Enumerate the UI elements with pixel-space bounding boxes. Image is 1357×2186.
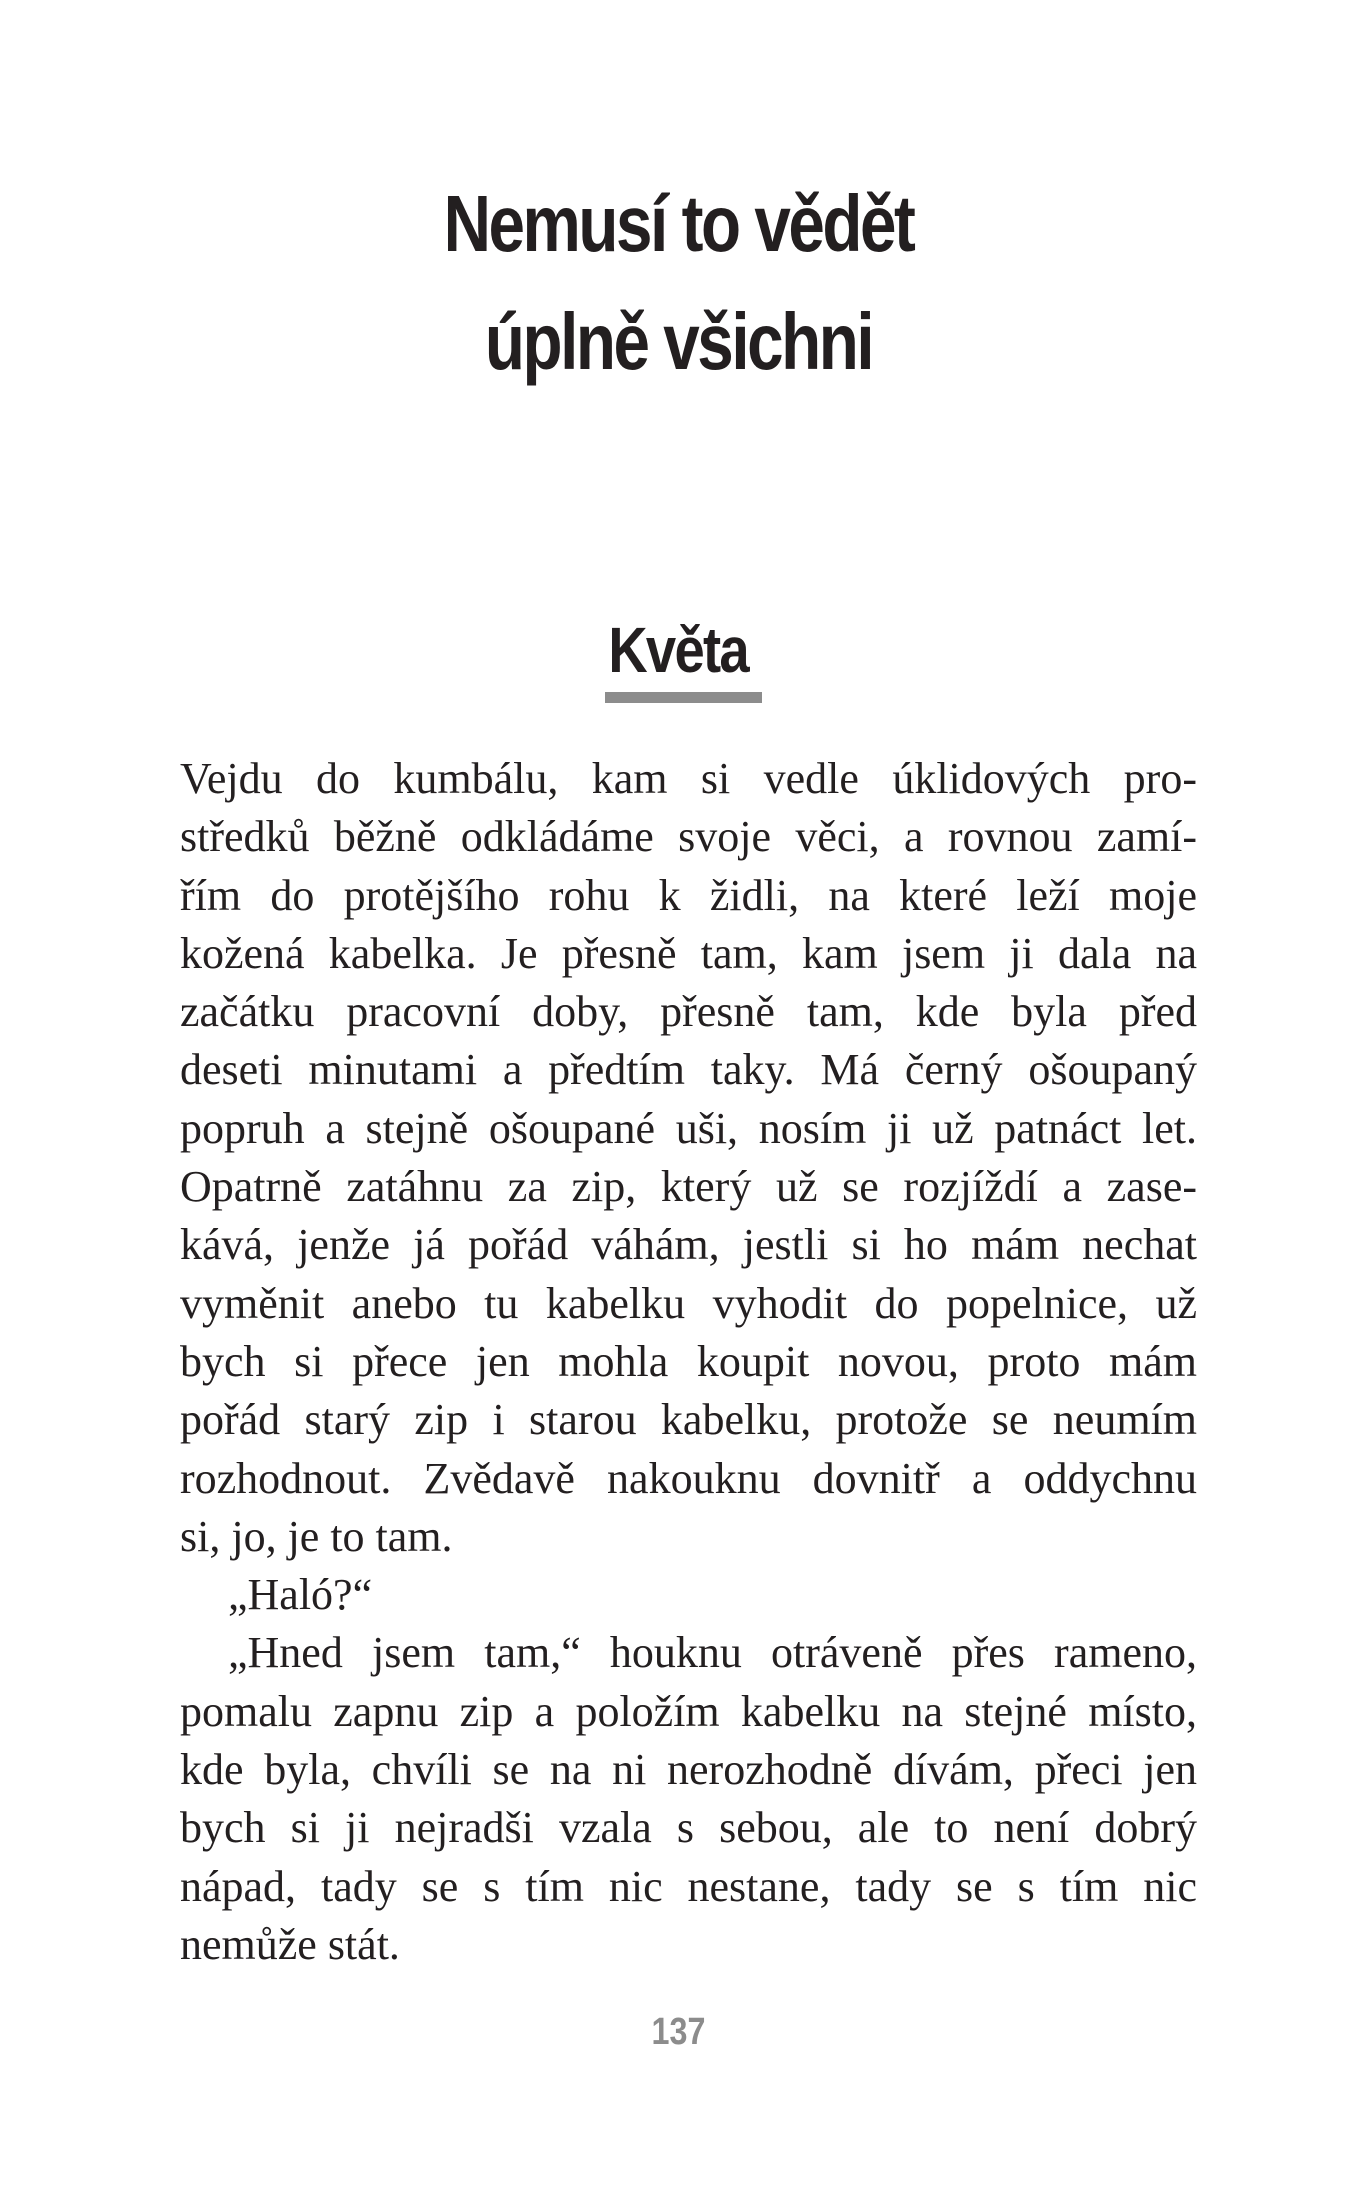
body-line: začátku pracovní doby, přesně tam, kde byla před: [180, 987, 1197, 1037]
body-line: řím do protějšího rohu k židli, na které leží moje: [180, 870, 1197, 920]
body-line: Vejdu do kumbálu, kam si vedle úklidových pro-: [180, 754, 1197, 803]
body-line: popruh a stejně ošoupané uši, nosím ji už patnáct let.: [180, 1103, 1197, 1153]
body-line: si, jo, je to tam.: [180, 1511, 453, 1561]
chapter-title: [122, 165, 1235, 401]
dialogue-line: „Hned jsem tam,“ houknu otráveně přes rameno,: [228, 1628, 1197, 1678]
section-heading-container: [0, 612, 1357, 688]
section-heading-underline: [605, 692, 762, 703]
body-line: deseti minutami a předtím taky. Má černý ošoupaný: [180, 1045, 1197, 1095]
body-line: kává, jenže já pořád váhám, jestli si ho mám nechat: [180, 1220, 1197, 1270]
chapter-title-line-2: úplně všichni: [484, 297, 873, 386]
dialogue-line: „Haló?“: [228, 1570, 373, 1620]
body-line: pomalu zapnu zip a položím kabelku na stejné místo,: [180, 1686, 1197, 1736]
body-line: rozhodnout. Zvědavě nakouknu dovnitř a oddychnu: [180, 1453, 1197, 1503]
page-number: 137: [651, 2011, 706, 2053]
body-text: [180, 750, 1197, 1974]
body-line: kde byla, chvíli se na ni nerozhodně dívám, přeci jen: [180, 1745, 1197, 1795]
body-line: Opatrně zatáhnu za zip, který už se rozjíždí a zase-: [180, 1162, 1197, 1212]
body-line: pořád starý zip i starou kabelku, protože se neumím: [180, 1395, 1197, 1445]
body-line: bych si přece jen mohla koupit novou, proto mám: [180, 1336, 1197, 1386]
body-line: vyměnit anebo tu kabelku vyhodit do popelnice, už: [180, 1278, 1197, 1328]
body-line: nemůže stát.: [180, 1919, 400, 1969]
body-line: bych si ji nejradši vzala s sebou, ale to není dobrý: [180, 1803, 1197, 1853]
section-heading: Květa: [608, 614, 749, 686]
body-line: kožená kabelka. Je přesně tam, kam jsem ji dala na: [180, 928, 1197, 978]
chapter-title-line-1: Nemusí to vědět: [443, 179, 914, 268]
body-line: nápad, tady se s tím nic nestane, tady se s tím nic: [180, 1861, 1197, 1911]
body-line: středků běžně odkládáme svoje věci, a rovnou zamí-: [180, 812, 1197, 862]
